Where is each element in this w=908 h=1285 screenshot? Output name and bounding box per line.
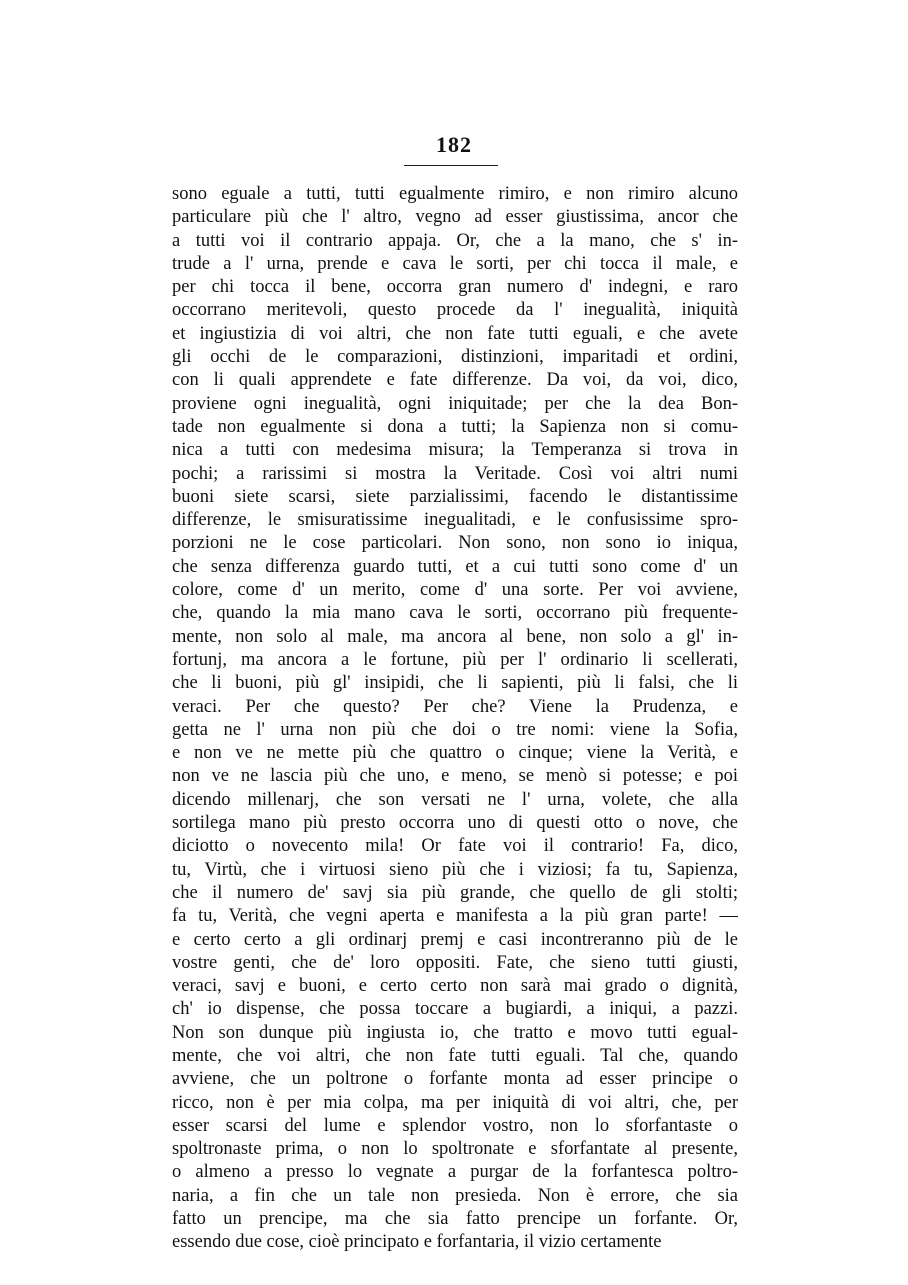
page-number: 182 [436, 132, 472, 157]
text-line: o almeno a presso lo vegnate a purgar de la forfantesca poltro- [172, 1162, 738, 1183]
text-line: che il numero de' savj sia più grande, che quello de gli stolti; [172, 882, 738, 903]
text-line: pochi; a rarissimi si mostra la Veritade. Così voi altri numi [172, 463, 738, 484]
text-line: fortunj, ma ancora a le fortune, più per l' ordinario li scellerati, [172, 649, 738, 670]
text-line: sono eguale a tutti, tutti egualmente rimiro, e non rimiro alcuno [172, 184, 738, 204]
text-line: Non son dunque più ingiusta io, che tratto e movo tutti egual- [172, 1022, 738, 1043]
text-line: spoltronaste prima, o non lo spoltronate e sforfantate al presente, [172, 1139, 738, 1160]
text-line: avviene, che un poltrone o forfante monta ad esser principe o [172, 1069, 738, 1090]
text-line: veraci, savj e buoni, e certo certo non sarà mai grado o dignità, [172, 976, 738, 997]
text-line: diciotto o novecento mila! Or fate voi il contrario! Fa, dico, [172, 836, 738, 857]
text-line: che, quando la mia mano cava le sorti, occorrano più frequente- [172, 603, 738, 624]
text-line: che senza differenza guardo tutti, et a cui tutti sono come d' un [172, 556, 738, 577]
text-line: dicendo millenarj, che son versati ne l' urna, volete, che alla [172, 789, 738, 810]
text-line: a tutti voi il contrario appaja. Or, che a la mano, che s' in- [172, 230, 738, 251]
text-line: essendo due cose, cioè principato e forfantaria, il vizio certamente [172, 1232, 662, 1253]
text-line: colore, come d' un merito, come d' una sorte. Per voi avviene, [172, 580, 738, 601]
text-line: con li quali apprendete e fate differenze. Da voi, da voi, dico, [172, 370, 738, 391]
text-line: esser scarsi del lume e splendor vostro, non lo sforfantaste o [172, 1115, 738, 1136]
text-line: tu, Virtù, che i virtuosi sieno più che i viziosi; fa tu, Sapienza, [172, 859, 738, 880]
text-line: fa tu, Verità, che vegni aperta e manifesta a la più gran parte! — [172, 906, 738, 927]
body-text [172, 183, 738, 1255]
text-line: che li buoni, più gl' insipidi, che li sapienti, più li falsi, che li [172, 673, 738, 694]
text-line: ricco, non è per mia colpa, ma per iniquità di voi altri, che, per [172, 1092, 738, 1113]
text-line: getta ne l' urna non più che doi o tre nomi: viene la Sofia, [172, 719, 738, 740]
text-line: fatto un prencipe, ma che sia fatto prencipe un forfante. Or, [172, 1209, 738, 1230]
text-line: et ingiustizia di voi altri, che non fate tutti eguali, e che avete [172, 323, 738, 344]
text-line: proviene ogni inegualità, ogni iniquitade; per che la dea Bon- [172, 393, 738, 414]
text-line: occorrano meritevoli, questo procede da l' inegualità, iniquità [172, 300, 738, 321]
header-rule [404, 165, 498, 166]
text-line: mente, non solo al male, ma ancora al bene, non solo a gl' in- [172, 626, 738, 647]
text-line: differenze, le smisuratissime inegualitadi, e le confusissime spro- [172, 510, 738, 531]
text-line: tade non egualmente si dona a tutti; la Sapienza non si comu- [172, 416, 738, 437]
text-line: per chi tocca il bene, occorra gran numero d' indegni, e raro [172, 277, 738, 298]
text-line: naria, a fin che un tale non presieda. Non è errore, che sia [172, 1185, 738, 1206]
text-line: e certo certo a gli ordinarj premj e casi incontreranno più de le [172, 929, 738, 950]
text-line: gli occhi de le comparazioni, distinzioni, imparitadi et ordini, [172, 347, 738, 368]
text-line: e non ve ne mette più che quattro o cinque; viene la Verità, e [172, 743, 738, 764]
text-line: ch' io dispense, che possa toccare a bugiardi, a iniqui, a pazzi. [172, 999, 738, 1020]
text-line: trude a l' urna, prende e cava le sorti, per chi tocca il male, e [172, 253, 738, 274]
text-line: mente, che voi altri, che non fate tutti eguali. Tal che, quando [172, 1045, 738, 1066]
text-line: porzioni ne le cose particolari. Non sono, non sono io iniqua, [172, 533, 738, 554]
text-line: particulare più che l' altro, vegno ad esser giustissima, ancor che [172, 207, 738, 228]
text-line: vostre genti, che de' loro oppositi. Fate, che sieno tutti giusti, [172, 952, 738, 973]
text-line: sortilega mano più presto occorra uno di questi otto o nove, che [172, 813, 738, 834]
text-line: non ve ne lascia più che uno, e meno, se menò si potesse; e poi [172, 766, 738, 787]
text-line: nica a tutti con medesima misura; la Temperanza si trova in [172, 440, 738, 461]
text-line: buoni siete scarsi, siete parzialissimi, facendo le distantissime [172, 486, 738, 507]
text-line: veraci. Per che questo? Per che? Viene la Prudenza, e [172, 696, 738, 717]
